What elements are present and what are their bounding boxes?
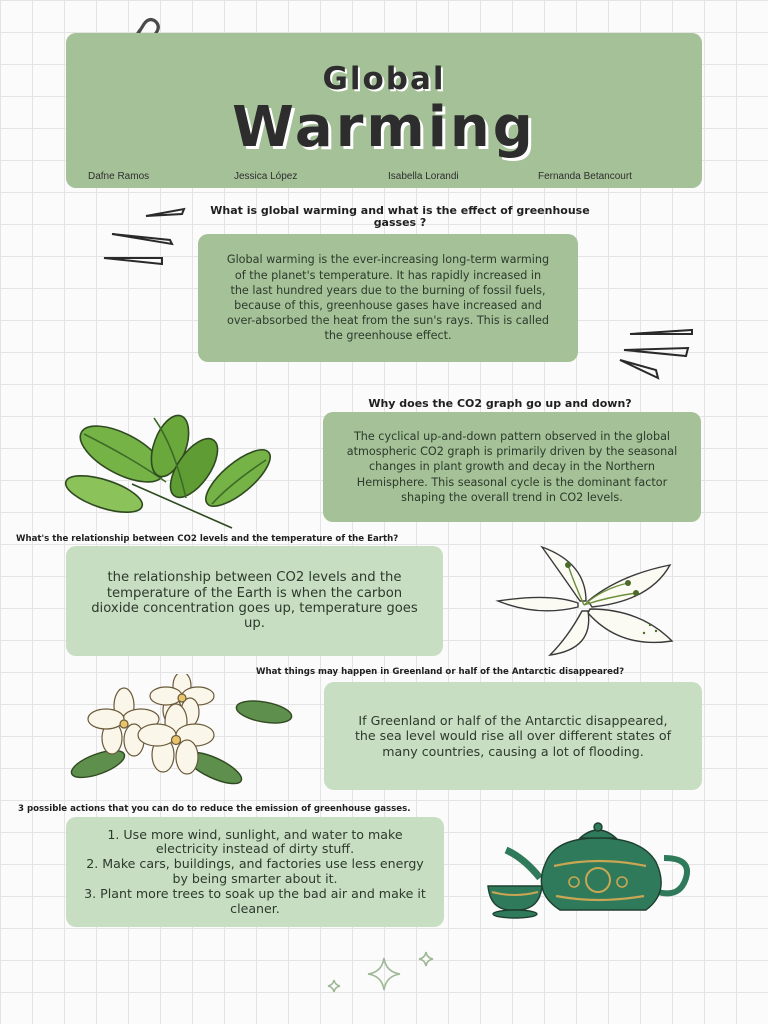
answer-card <box>324 682 702 790</box>
question-heading: Why does the CO2 graph go up and down? <box>368 397 632 410</box>
burst-lines-icon <box>614 326 696 384</box>
answer-text: the relationship between CO2 levels and the temperature of the Earth is when the carbon dioxide concentration goes up, temperature goes up. <box>91 570 418 632</box>
author-name: Fernanda Betancourt <box>538 171 632 182</box>
answer-text: The cyclical up-and-down pattern observed in the global atmospheric CO2 graph is primarily driven by the seasonal changes in plant growth and decay in the Northern Hemisphere. This seasonal cycle is the dominant factor shaping the overall trend in CO2 levels. <box>346 429 678 504</box>
question-heading: 3 possible actions that you can do to reduce the emission of greenhouse gasses. <box>18 804 411 814</box>
question-heading: What things may happen in Greenland or half of the Antarctic disappeared? <box>256 667 625 677</box>
answer-card <box>66 817 444 927</box>
answer-card <box>66 546 443 656</box>
title-line-1: Global <box>322 61 446 97</box>
answer-text: 1. Use more wind, sunlight, and water to make electricity instead of dirty stuff. 2. Make cars, buildings, and factories use less energy by being smarter about it. 3. Plant more trees to soak up the bad air and make it cleaner. <box>84 826 426 916</box>
author-name: Dafne Ramos <box>88 171 150 182</box>
author-name: Jessica López <box>234 171 298 182</box>
answer-text: Global warming is the ever-increasing long-term warming of the planet's temperature. It has rapidly increased in the last hundred years due to the burning of fossil fuels, because of this, greenhouse gases have increased and over-absorbed the heat from the sun's rays. This is called the greenhouse effect. <box>226 253 550 343</box>
teapot-illustration <box>486 822 696 922</box>
question-heading: What's the relationship between CO2 levels and the temperature of the Earth? <box>16 534 399 544</box>
answer-text: If Greenland or half of the Antarctic disappeared, the sea level would rise all over different states of many countries, causing a lot of flooding. <box>354 712 672 759</box>
burst-lines-icon <box>100 206 190 268</box>
lily-illustration <box>490 545 680 657</box>
title-line-2: Warming <box>232 95 536 160</box>
sparkle-icon <box>320 950 450 1000</box>
answer-card <box>323 412 701 522</box>
question-heading: What is global warming and what is the effect of greenhouse gasses ? <box>210 204 590 229</box>
white-flowers-illustration <box>64 674 296 786</box>
answer-card <box>198 234 578 362</box>
leaves-illustration <box>62 406 282 532</box>
title-banner <box>66 33 702 188</box>
author-name: Isabella Lorandi <box>388 171 459 182</box>
